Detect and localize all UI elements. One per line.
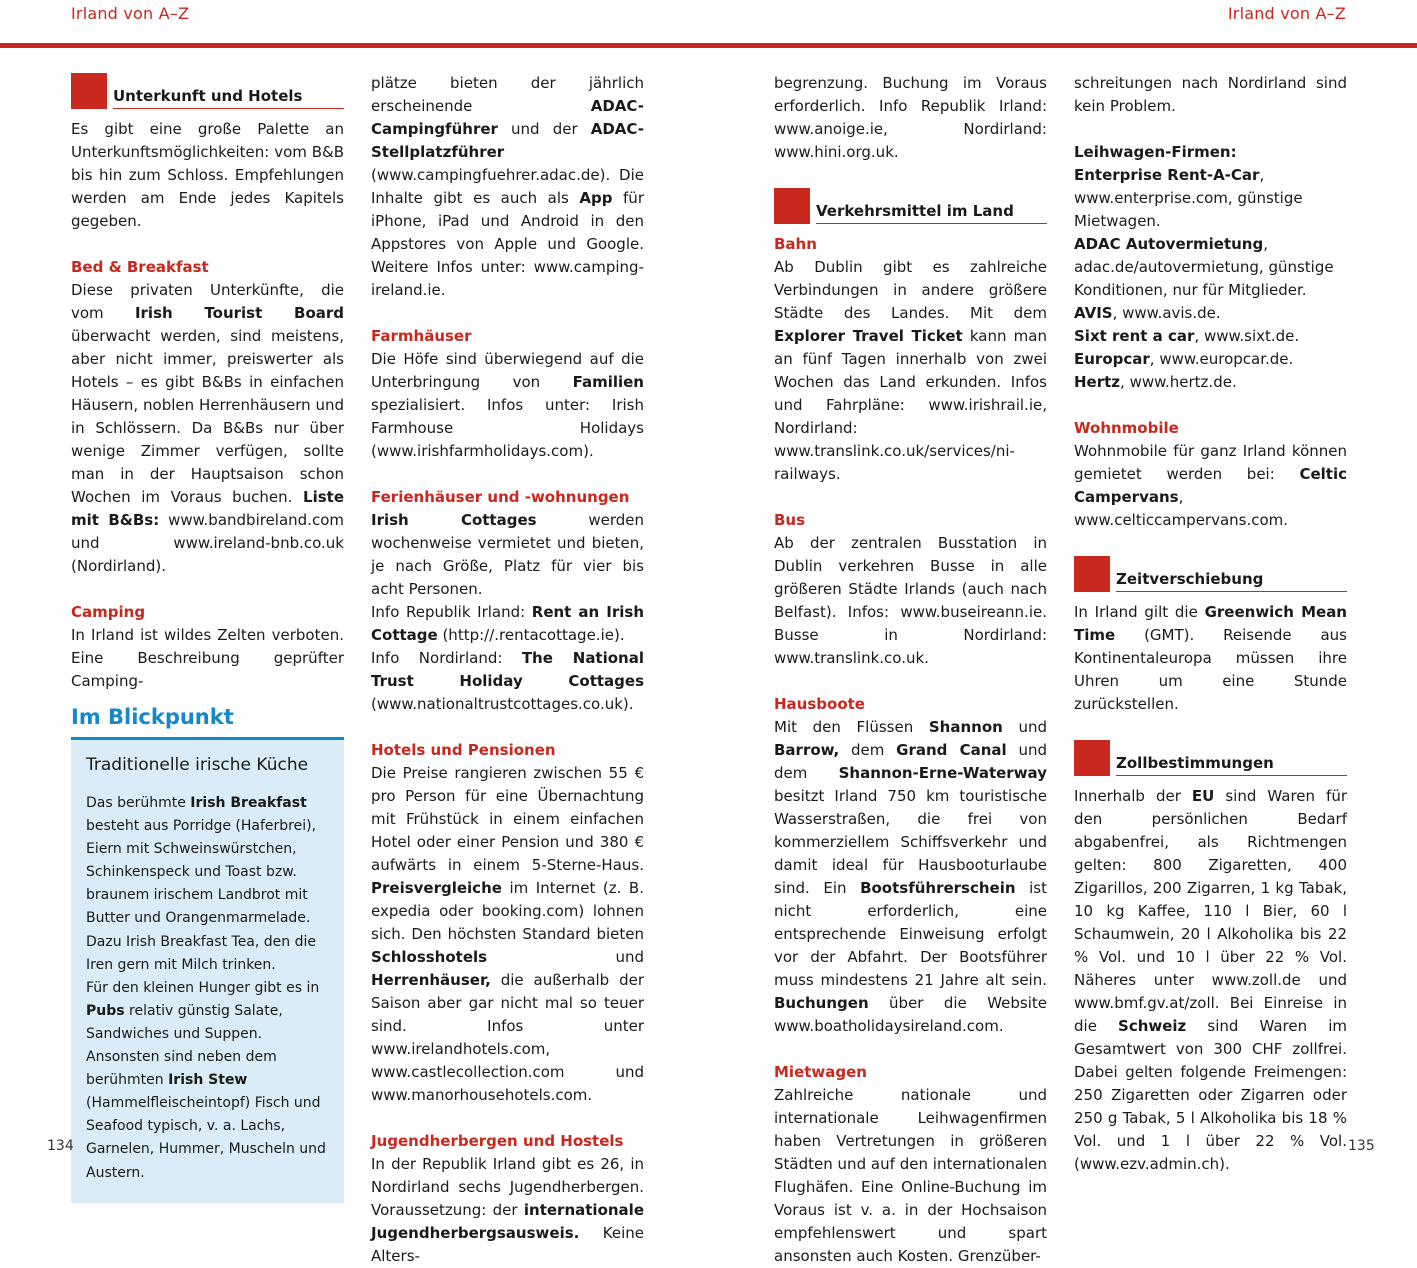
paragraph-camping-cont: plätze bieten der jährlich erscheinende ADAC-Campingführer und der ADAC-Stellplatzführer (www.campingfuehrer.adac.de). Die Inhalte gibt es auch als App für iPhone, iPad und Android in den Appstores von Apple und Google. Weitere Infos unter: www.camping-ireland.ie. xyxy=(371,74,644,299)
column-1 xyxy=(71,72,344,1203)
subheading-hotels: Hotels und Pensionen xyxy=(371,741,556,759)
paragraph-altersbegrenzung: begrenzung. Buchung im Voraus erforderlich. Info Republik Irland: www.anoige.ie, Nordirland: www.hini.org.uk. xyxy=(774,74,1047,161)
section-marker-icon xyxy=(774,188,810,224)
paragraph-bnb: Diese privaten Unterkünfte, die vom Irish Tourist Board überwacht werden, sind meistens, aber nicht immer, preiswerter als Hotels – es gibt B&Bs in einfachen Häusern, noblen Herrenhäusern und in Schlössern. Da B&Bs nur über wenige Zimmer verfügen, sollte man in der Hauptsaison schon Wochen im Voraus buchen. Liste mit B&Bs: www.bandbireland.com und www.ireland-bnb.co.uk (Nordirland). xyxy=(71,281,345,575)
paragraph-wohnmobile: Wohnmobile für ganz Irland können gemietet werden bei: Celtic Campervans, www.celticcampervans.com. xyxy=(1074,442,1347,529)
section-title: Zeitverschiebung xyxy=(1116,569,1347,592)
paragraph-grenzueberschreitung: schreitungen nach Nordirland sind kein Problem. xyxy=(1074,74,1347,115)
paragraph-bahn: Ab Dublin gibt es zahlreiche Verbindungen in andere größere Städte des Landes. Mit dem Explorer Travel Ticket kann man an fünf Tagen innerhalb von zwei Wochen das Land erkunden. Infos und Fahrpläne: www.irishrail.ie, Nordirland: www.translink.co.uk/services/ni-railways. xyxy=(774,258,1047,483)
subheading-bus: Bus xyxy=(774,511,806,529)
section-heading-zeitverschiebung xyxy=(1074,556,1347,592)
subheading-farmhaeuser: Farmhäuser xyxy=(371,327,472,345)
column-3 xyxy=(774,72,1047,1268)
page-number-right: 135 xyxy=(1348,1138,1375,1154)
section-marker-icon xyxy=(1074,740,1110,776)
paragraph-unterkunft-intro: Es gibt eine große Palette an Unterkunftsmöglichkeiten: vom B&B bis hin zum Schloss. Empfehlungen werden am Ende jedes Kapitels gegeben. xyxy=(71,120,344,230)
running-header-right: Irland von A–Z xyxy=(1227,4,1346,23)
paragraph-ferienhaeuser-1: Irish Cottages werden wochenweise vermietet und bieten, je nach Größe, Platz für vier bis acht Personen. xyxy=(371,511,644,598)
section-marker-icon xyxy=(71,73,107,109)
paragraph-ferienhaeuser-3: Info Nordirland: The National Trust Holiday Cottages (www.nationaltrustcottages.co.uk). xyxy=(371,649,644,713)
column-4 xyxy=(1074,72,1347,1176)
subheading-bahn: Bahn xyxy=(774,235,817,253)
subheading-ferienhaeuser: Ferienhäuser und -wohnungen xyxy=(371,488,630,506)
info-box-para-3: Ansonsten sind neben dem berühmten Irish Stew (Hammelfleischeintopf) Fisch und Seafood typisch, v. a. Lachs, Garnelen, Hummer, Muscheln und Austern. xyxy=(86,1049,326,1181)
subheading-wohnmobile: Wohnmobile xyxy=(1074,419,1179,437)
section-heading-zollbestimmungen xyxy=(1074,740,1347,776)
section-heading-verkehrsmittel xyxy=(774,188,1047,224)
subheading-camping: Camping xyxy=(71,603,146,621)
paragraph-mietwagen: Zahlreiche nationale und internationale Leihwagenfirmen haben Vertretungen in größeren Städten und auf den internationalen Flughäfen. Eine Online-Buchung im Voraus ist v. a. in der Hochsaison empfehlenswert und spart ansonsten auch Kosten. Grenzüber- xyxy=(774,1086,1047,1265)
info-box-para-2: Für den kleinen Hunger gibt es in Pubs relativ günstig Salate, Sandwiches und Suppen. xyxy=(86,979,320,1042)
paragraph-hotels: Die Preise rangieren zwischen 55 € pro Person für eine Übernachtung mit Frühstück in einem einfachen Hotel oder einer Pension und 380 € aufwärts in einem 5-Sterne-Haus. Preisvergleiche im Internet (z. B. expedia oder booking.com) lohnen sich. Den höchsten Standard bieten Schlosshotels und Herrenhäuser, die außerhalb der Saison aber gar nicht mal so teuer sind. Infos unter www.irelandhotels.com, www.castlecollection.com und www.manorhousehotels.com. xyxy=(371,764,644,1104)
paragraph-camping: In Irland ist wildes Zelten verboten. Eine Beschreibung geprüfter Camping- xyxy=(71,626,344,690)
page-number-left: 134 xyxy=(47,1138,74,1154)
paragraph-zeitverschiebung: In Irland gilt die Greenwich Mean Time (GMT). Reisende aus Kontinentaleuropa müssen ihre Uhren um eine Stunde zurückstellen. xyxy=(1074,603,1347,713)
section-heading-unterkunft xyxy=(71,73,344,109)
paragraph-jugendherbergen: In der Republik Irland gibt es 26, in Nordirland sechs Jugendherbergen. Voraussetzung: der internationale Jugendherbergsausweis. Keine Alters- xyxy=(371,1155,644,1265)
column-2 xyxy=(371,72,644,1268)
leihwagen-firmen-list: Leihwagen-Firmen: Enterprise Rent-A-Car, www.enterprise.com, günstige Mietwagen. ADAC Autovermietung, adac.de/autovermietung, günstige Konditionen, nur für Mitglieder. AVIS, www.avis.de. Sixt rent a car, www.sixt.de. Europcar, www.europcar.de. Hertz, www.hertz.de. xyxy=(1074,143,1334,391)
paragraph-zollbestimmungen: Innerhalb der EU sind Waren für den persönlichen Bedarf abgabenfrei, als Richtmengen gelten: 800 Zigaretten, 400 Zigarillos, 200 Zigarren, 1 kg Tabak, 10 kg Kaffee, 110 l Bier, 60 l Schaumwein, 20 l Alkoholika bis 22 % Vol. und 10 l über 22 % Vol. Näheres unter www.zoll.de und www.bmf.gv.at/zoll. Bei Einreise in die Schweiz sind Waren im Gesamtwert von 300 CHF zollfrei. Dabei gelten folgende Freimengen: 250 Zigaretten oder Zigarren oder 250 g Tabak, 5 l Alkoholika bis 18 % Vol. und 1 l über 22 % Vol. (www.ezv.admin.ch). xyxy=(1074,787,1348,1173)
paragraph-farmhaeuser: Die Höfe sind überwiegend auf die Unterbringung von Familien spezialisiert. Infos unter: Irish Farmhouse Holidays (www.irishfarmholidays.com). xyxy=(371,350,644,460)
paragraph-bus: Ab der zentralen Busstation in Dublin verkehren Busse in alle größeren Städte Irlands (auch nach Belfast). Infos: www.buseireann.ie. Busse in Nordirland: www.translink.co.uk. xyxy=(774,534,1047,667)
paragraph-hausboote: Mit den Flüssen Shannon und Barrow, dem Grand Canal und dem Shannon-Erne-Waterway besitzt Irland 750 km touristische Wasserstraßen, die frei von kommerziellem Schiffsverkehr und damit ideal für Hausbooturlaube sind. Ein Bootsführerschein ist nicht erforderlich, eine entsprechende Einweisung erfolgt vor der Abfahrt. Der Bootsführer muss mindestens 21 Jahre alt sein. Buchungen über die Website www.boatholidaysireland.com. xyxy=(774,718,1047,1035)
info-box-title: Traditionelle irische Küche xyxy=(86,755,309,775)
section-title: Zollbestimmungen xyxy=(1116,753,1347,776)
header-rule xyxy=(0,43,1417,48)
subheading-jugendherbergen: Jugendherbergen und Hostels xyxy=(371,1132,624,1150)
info-box-para-1: Das berühmte Irish Breakfast besteht aus Porridge (Haferbrei), Eiern mit Schweinswürstchen, Schinkenspeck und Toast bzw. braunem irischem Landbrot mit Butter und Orangenmarmelade. Dazu Irish Breakfast Tea, den die Iren gern mit Milch trinken. xyxy=(86,795,317,973)
paragraph-ferienhaeuser-2: Info Republik Irland: Rent an Irish Cottage (http://.rentacottage.ie). xyxy=(371,603,644,644)
section-title: Verkehrsmittel im Land xyxy=(816,201,1047,224)
subheading-hausboote: Hausboote xyxy=(774,695,865,713)
section-marker-icon xyxy=(1074,556,1110,592)
section-title: Unterkunft und Hotels xyxy=(113,86,344,109)
info-box-kueche xyxy=(71,740,344,1203)
subheading-bnb: Bed & Breakfast xyxy=(71,258,209,276)
im-blickpunkt-heading: Im Blickpunkt xyxy=(71,705,234,729)
running-header-left: Irland von A–Z xyxy=(71,4,190,23)
subheading-mietwagen: Mietwagen xyxy=(774,1063,867,1081)
